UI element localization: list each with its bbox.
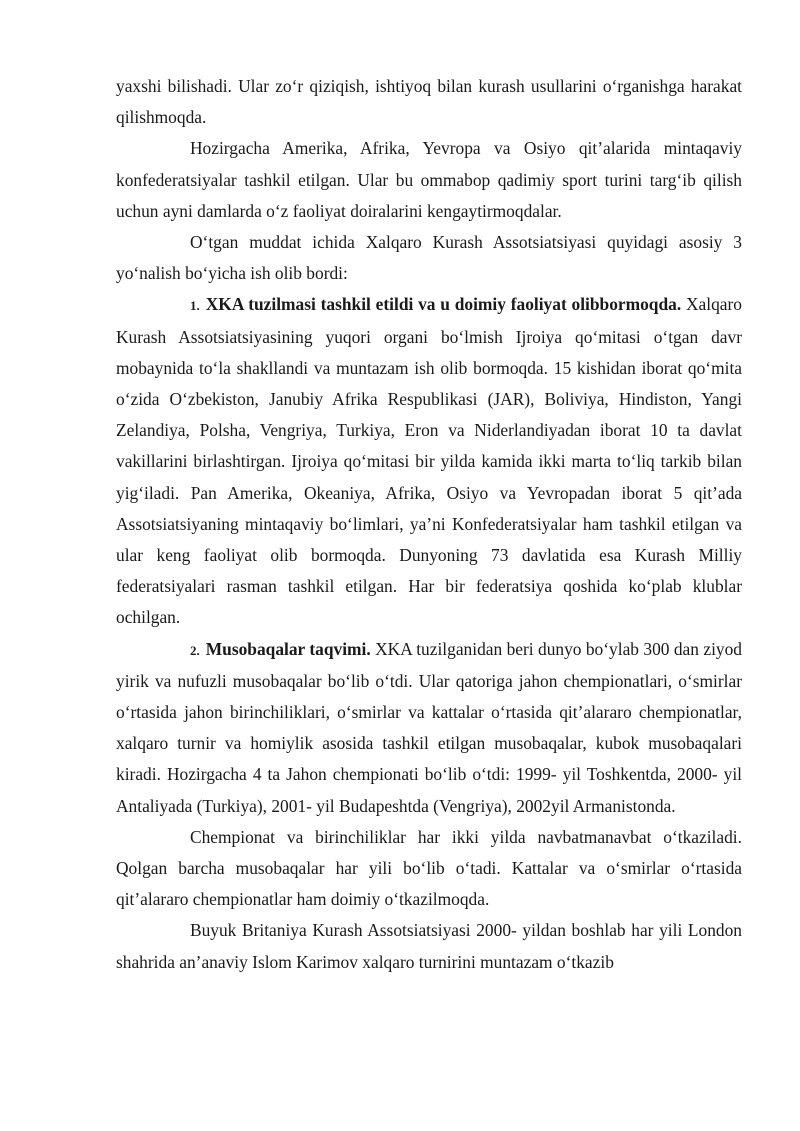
list-item-text: XKA tuzilganidan beri dunyo bo‘ylab 300 dan ziyod yirik va nufuzli musobaqalar bo‘lib o‘tdi. Ular qatoriga jahon chempionatlari, o‘smirlar o‘rtasida jahon birinchiliklari, o‘smirlar va kattalar o‘rtasida qit’alararo chempionatlar, xalqaro turnir va homiylik asosida tashkil etilgan musobaqalar, kubok musobaqalari kiradi. Hozirgacha 4 ta Jahon chempionati bo‘lib o‘tdi: 1999- yil Toshkentda, 2000- yil Antaliyada (Turkiya), 2001- yil Budapeshtda (Vengriya), 2002yil Armanistonda. (116, 638, 742, 816)
list-number: 2. (190, 642, 200, 658)
list-item-text: Xalqaro Kurash Assotsiatsiyasining yuqori organi bo‘lmish Ijroiya qo‘mitasi o‘tgan davr mobaynida to‘la shakllandi va muntazam ish olib bormoqda. 15 kishidan iborat qo‘mita o‘zida O‘zbekiston, Janubiy Afrika Respublikasi (JAR), Boliviya, Hindiston, Yangi Zelandiya, Polsha, Vengriya, Turkiya, Eron va Niderlandiyadan iborat 10 ta davlat vakillarini birlashtirgan. Ijroiya qo‘mitasi bir yilda kamida ikki marta to‘liq tarkib bilan yig‘iladi. Pan Amerika, Okeaniya, Afrika, Osiyo va Yevropadan iborat 5 qit’ada Assotsiatsiyaning mintaqaviy bo‘limlari, ya’ni Konfederatsiyalar ham tashkil etilgan va ular keng faoliyat olib bormoqda. Dunyoning 73 davlatida esa Kurash Milliy federatsiyalari rasman tashkil etilgan. Har bir federatsiya qoshida ko‘plab klublar ochilgan. (116, 294, 742, 628)
list-number: 1. (190, 298, 200, 314)
paragraph-directions-intro: O‘tgan muddat ichida Xalqaro Kurash Assotsiatsiyasi quyidagi asosiy 3 yo‘nalish bo‘yicha ish olib bordi: (116, 232, 742, 284)
paragraph-continuation: yaxshi bilishadi. Ular zo‘r qiziqish, ishtiyoq bilan kurash usullarini o‘rganishga harakat qilishmoqda. (116, 76, 742, 128)
paragraph-championships: Chempionat va birinchiliklar har ikki yilda navbatmanavbat o‘tkaziladi. Qolgan barcha musobaqalar har yili bo‘lib o‘tadi. Kattalar va o‘smirlar o‘rtasida qit’alararo chempionatlar ham doimiy o‘tkazilmoqda. (116, 826, 742, 910)
paragraph-confederations: Hozirgacha Amerika, Afrika, Yevropa va Osiyo qit’alarida mintaqaviy konfederatsiyalar tashkil etilgan. Ular bu ommabop qadimiy sport turini targ‘ib qilish uchun ayni damlarda o‘z faoliyat doiralarini kengaytirmoqdalar. (116, 138, 742, 221)
list-item-heading: XKA tuzilmasi tashkil etildi va u doimiy faoliyat olibbormoqda. (205, 294, 682, 315)
document-page (116, 71, 742, 978)
list-item-heading: Musobaqalar taqvimi. (205, 638, 371, 659)
list-item-structure (116, 289, 742, 633)
list-item-competitions (116, 634, 742, 822)
paragraph-britain: Buyuk Britaniya Kurash Assotsiatsiyasi 2000- yildan boshlab har yili London shahrida an’anaviy Islom Karimov xalqaro turnirini muntazam o‘tkazib (116, 920, 742, 972)
